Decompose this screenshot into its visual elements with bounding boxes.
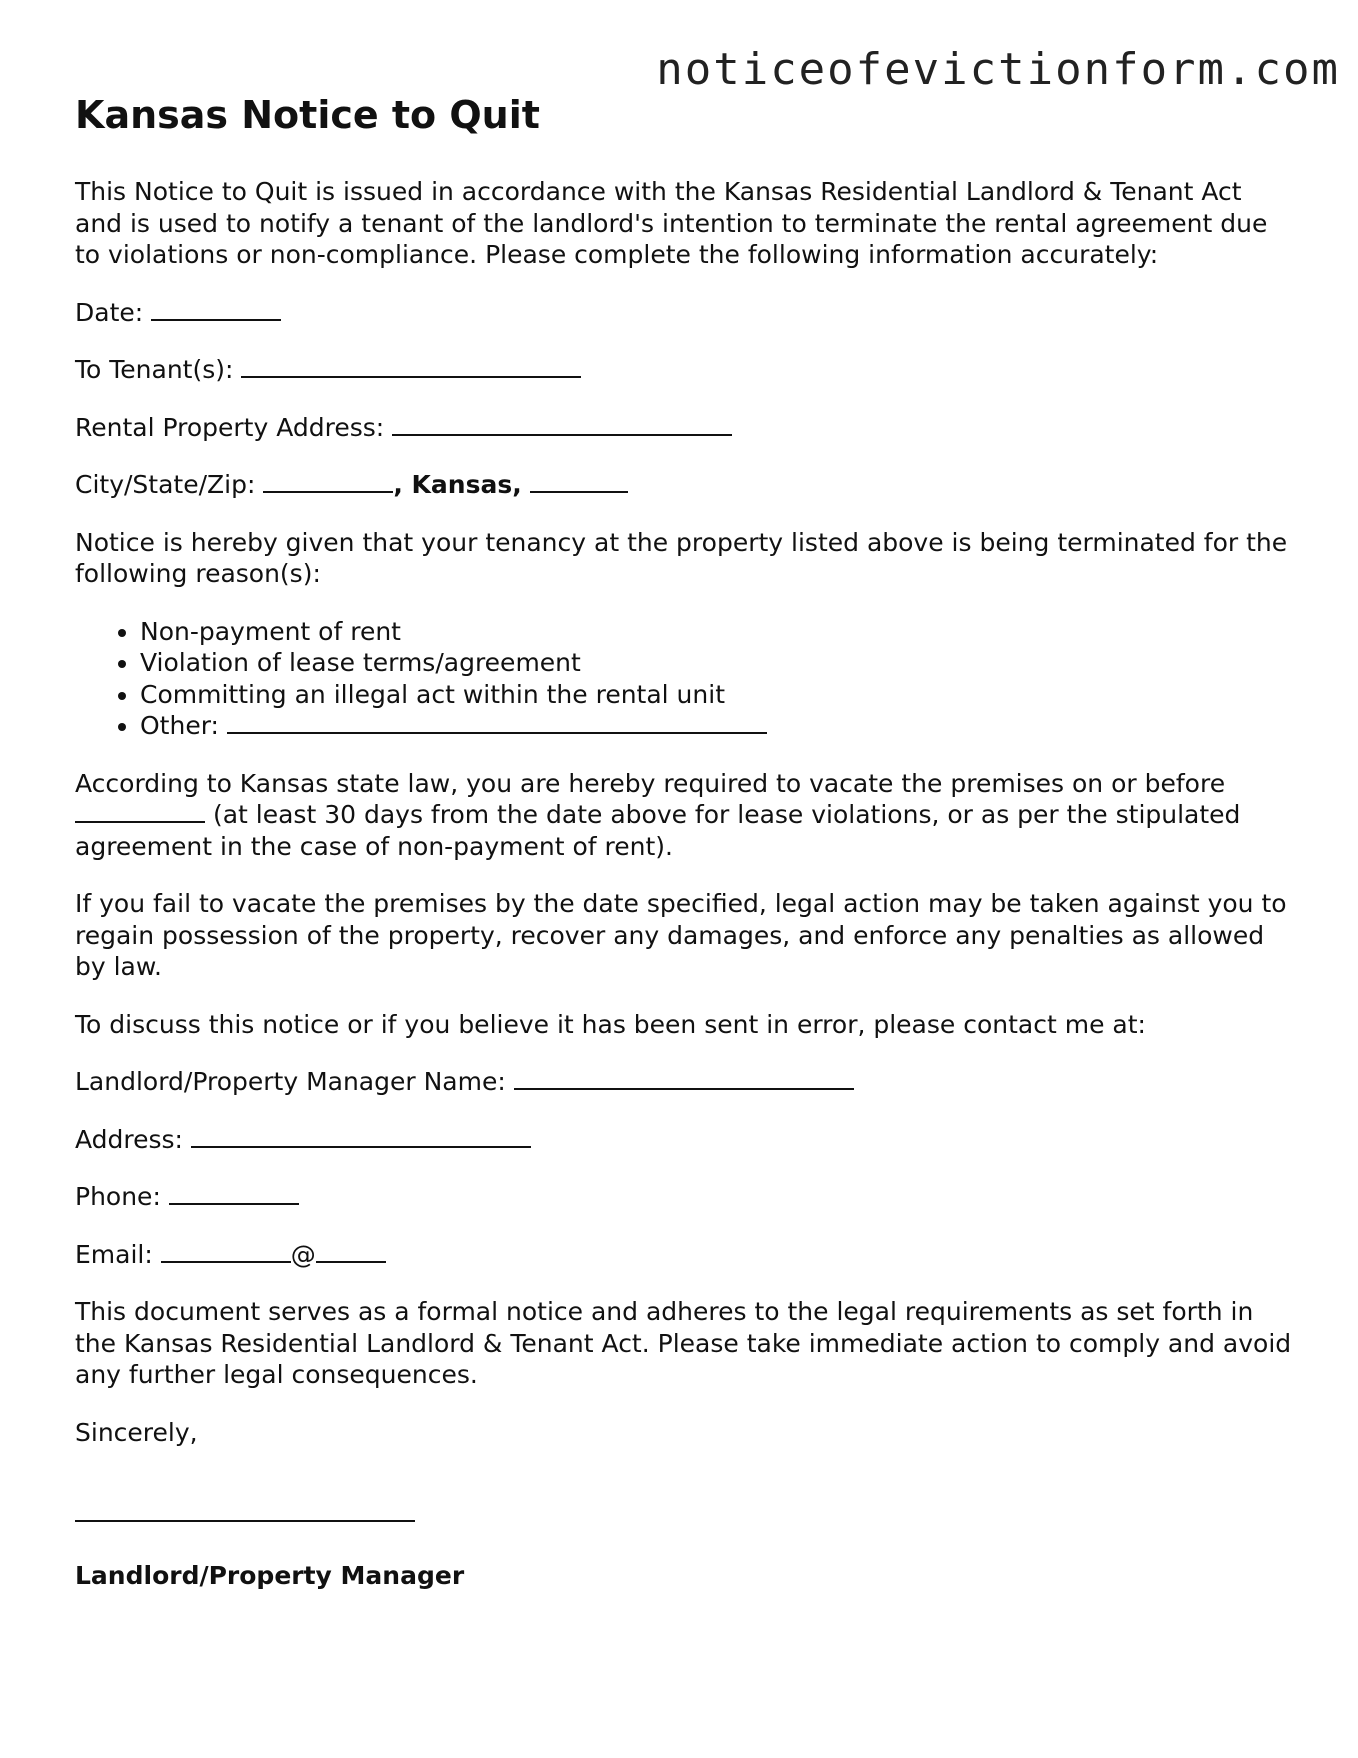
city-label: City/State/Zip: <box>75 470 256 499</box>
date-label: Date: <box>75 297 144 327</box>
other-label: Other: <box>140 711 219 740</box>
manager-name-blank[interactable] <box>514 1066 854 1090</box>
vacate-date-blank[interactable] <box>75 799 205 823</box>
vacate-text-1: According to Kansas state law, you are hereby required to vacate the premises on or before <box>75 768 1226 798</box>
reasons-list <box>75 616 1295 742</box>
phone-label: Phone: <box>75 1182 161 1211</box>
signature-title: Landlord/Property Manager <box>75 1560 465 1590</box>
zip-blank[interactable] <box>530 469 628 493</box>
list-item: • Violation of lease terms/agreement <box>140 647 1295 679</box>
intro-paragraph: This Notice to Quit is issued in accordance with the Kansas Residential Landlord & Tenant Act and is used to notify a tenant of the landlord's intention to terminate the rental agreement due to violations or non-compliance. Please complete the following information accurately: <box>75 177 1268 269</box>
email-row <box>75 1239 1295 1271</box>
contact-address-blank[interactable] <box>191 1124 531 1148</box>
tenant-row <box>75 354 1295 386</box>
email-label: Email: <box>75 1239 153 1269</box>
date-blank[interactable] <box>151 297 281 321</box>
tenant-blank[interactable] <box>241 354 581 378</box>
signature-blank[interactable] <box>75 1498 415 1522</box>
phone-row <box>75 1181 1295 1213</box>
vacate-text-2: (at least 30 days from the date above for lease violations, or as per the stipulated agreement in the case of non-payment of rent). <box>75 800 1241 861</box>
watermark: noticeofevictionform.com <box>656 44 1340 95</box>
sincerely: Sincerely, <box>75 1417 198 1447</box>
vacate-paragraph <box>75 768 1295 863</box>
manager-name-row <box>75 1066 1295 1098</box>
other-blank[interactable] <box>227 710 767 734</box>
date-row <box>75 297 1295 329</box>
city-row <box>75 469 1295 501</box>
consequence-paragraph: If you fail to vacate the premises by the date specified, legal action may be taken against you to regain possession of the property, recover any damages, and enforce any penalties as allowed by law. <box>75 889 1287 981</box>
closing-paragraph: This document serves as a formal notice and adheres to the legal requirements as set forth in the Kansas Residential Landlord & Tenant Act. Please take immediate action to comply and avoid any further legal consequences. <box>75 1297 1292 1389</box>
manager-name-label: Landlord/Property Manager Name: <box>75 1067 506 1096</box>
email-user-blank[interactable] <box>161 1239 291 1263</box>
city-blank[interactable] <box>263 469 393 493</box>
contact-intro: To discuss this notice or if you believe it has been sent in error, please contact me at: <box>75 1009 1146 1039</box>
contact-address-label: Address: <box>75 1124 183 1154</box>
document-body <box>75 92 1295 1617</box>
rental-address-blank[interactable] <box>392 412 732 436</box>
notice-paragraph: Notice is hereby given that your tenancy at the property listed above is being terminated for the following reason(s): <box>75 527 1288 588</box>
email-at: @ <box>290 1239 316 1269</box>
phone-blank[interactable] <box>169 1181 299 1205</box>
tenant-label: To Tenant(s): <box>75 355 234 384</box>
rental-address-label: Rental Property Address: <box>75 412 385 442</box>
contact-address-row <box>75 1124 1295 1156</box>
list-item: • Non-payment of rent <box>140 616 1295 648</box>
email-domain-blank[interactable] <box>316 1239 386 1263</box>
list-item-other <box>140 710 1295 742</box>
list-item: • Committing an illegal act within the rental unit <box>140 679 1295 711</box>
address-row <box>75 412 1295 444</box>
page-title: Kansas Notice to Quit <box>75 93 540 137</box>
state-text: , Kansas, <box>393 470 522 499</box>
signature-row <box>75 1498 1295 1530</box>
signature-title-row <box>75 1560 1295 1592</box>
